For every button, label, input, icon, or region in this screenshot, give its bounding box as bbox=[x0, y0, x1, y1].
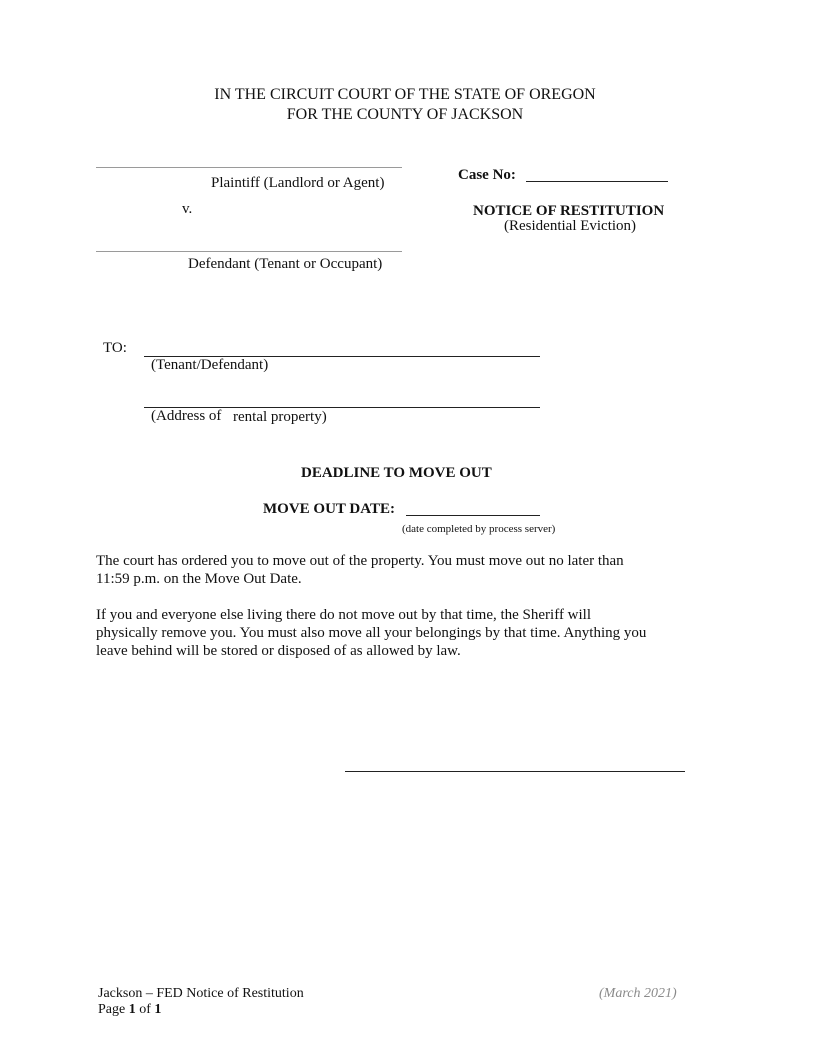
signature-line[interactable] bbox=[345, 771, 685, 772]
move-out-date-note: (date completed by process server) bbox=[402, 523, 556, 535]
defendant-label: Defendant (Tenant or Occupant) bbox=[188, 256, 383, 272]
sheriff-paragraph bbox=[96, 606, 696, 660]
court-name-line1: IN THE CIRCUIT COURT OF THE STATE OF OREGON bbox=[214, 86, 596, 103]
page-total: 1 bbox=[154, 1002, 162, 1017]
case-number-label: Case No: bbox=[458, 167, 516, 183]
footer-form-name: Jackson – FED Notice of Restitution bbox=[98, 986, 304, 1001]
versus-label: v. bbox=[182, 201, 193, 217]
document-subtitle: (Residential Eviction) bbox=[504, 218, 637, 234]
footer-revision-date: (March 2021) bbox=[599, 986, 677, 1001]
defendant-name-line bbox=[96, 251, 402, 252]
footer-page-number bbox=[98, 1002, 161, 1018]
to-label: TO: bbox=[103, 340, 127, 356]
order-paragraph-line1: The court has ordered you to move out of the property. You must move out no later than bbox=[96, 553, 624, 569]
case-number-field[interactable] bbox=[526, 181, 668, 182]
sheriff-paragraph-line3: leave behind will be stored or disposed of as allowed by law. bbox=[96, 643, 461, 659]
tenant-defendant-label: (Tenant/Defendant) bbox=[151, 357, 269, 373]
move-out-date-label: MOVE OUT DATE: bbox=[263, 501, 395, 517]
document-title: NOTICE OF RESTITUTION bbox=[473, 203, 665, 219]
page-of: of bbox=[139, 1002, 151, 1017]
address-label-part1: (Address of bbox=[151, 408, 222, 424]
order-paragraph-line2: 11:59 p.m. on the Move Out Date. bbox=[96, 571, 302, 587]
address-label-part2: rental property) bbox=[233, 409, 327, 425]
deadline-heading: DEADLINE TO MOVE OUT bbox=[301, 465, 492, 481]
order-paragraph bbox=[96, 552, 696, 588]
court-county-line2: FOR THE COUNTY OF JACKSON bbox=[286, 106, 524, 123]
sheriff-paragraph-line2: physically remove you. You must also move all your belongings by that time. Anything you bbox=[96, 625, 647, 641]
page-current: 1 bbox=[128, 1002, 136, 1017]
plaintiff-label: Plaintiff (Landlord or Agent) bbox=[211, 175, 385, 191]
sheriff-paragraph-line1: If you and everyone else living there do not move out by that time, the Sheriff will bbox=[96, 607, 592, 623]
page-word: Page bbox=[98, 1002, 126, 1017]
move-out-date-field[interactable] bbox=[406, 515, 540, 516]
plaintiff-name-line bbox=[96, 167, 402, 168]
